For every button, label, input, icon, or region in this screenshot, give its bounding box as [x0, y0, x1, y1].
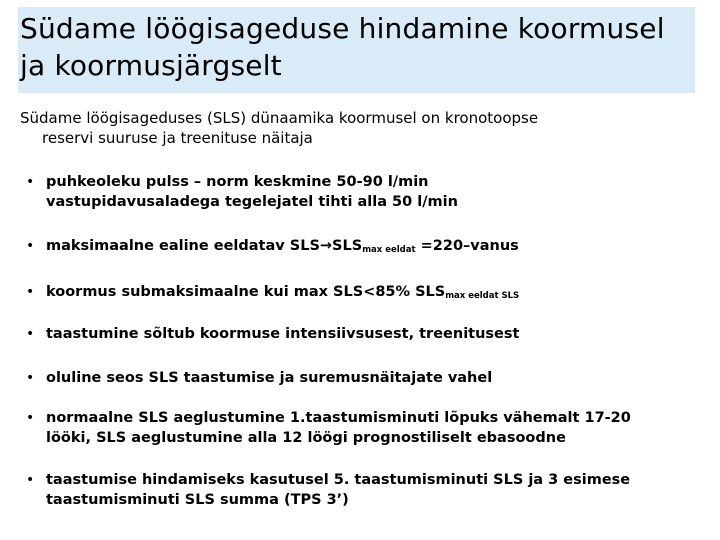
bullet-text-main: koormus submaksimaalne kui max SLS<85% SLS: [46, 284, 446, 300]
bullet-text: oluline seos SLS taastumise ja suremusnäitajate vahel: [46, 370, 493, 386]
bullet-text: taastumine sõltub koormuse intensiivsusest, treenitusest: [46, 326, 520, 342]
bullet-line-2: vastupidavusaladega tegelejatel tihti alla 50 l/min: [46, 194, 458, 210]
bullet-line-1: normaalne SLS aeglustumine 1.taastumisminuti lõpuks vähemalt 17-20: [46, 410, 631, 426]
bullet-text-tail: =220–vanus: [415, 238, 519, 254]
intro-line-1: Südame löögisageduses (SLS) dünaamika koormusel on kronotoopse: [20, 109, 539, 127]
title-box: [18, 7, 695, 93]
bullet-subscript: max eeldat: [362, 245, 416, 255]
bullet-subscript: max eeldat SLS: [445, 291, 520, 301]
bullet-line-2: taastumisminuti SLS summa (TPS 3’): [46, 492, 349, 508]
bullet-text: [46, 408, 631, 448]
title-line-1: Südame löögisageduse hindamine koormusel: [20, 12, 665, 45]
bullet-line-2: lööki, SLS aeglustumine alla 12 löögi prognostiliselt ebasoodne: [46, 430, 566, 446]
intro-paragraph: [20, 108, 700, 148]
bullet-line-1: puhkeoleku pulss – norm keskmine 50-90 l/min: [46, 174, 429, 190]
bullet-text: [46, 236, 519, 260]
bullet-icon: •: [26, 238, 35, 254]
bullet-icon: •: [26, 410, 35, 426]
bullet-line-1: taastumise hindamiseks kasutusel 5. taastumisminuti SLS ja 3 esimese: [46, 472, 631, 488]
bullet-text-main: maksimaalne ealine eeldatav SLS→SLS: [46, 238, 363, 254]
slide-title: [20, 10, 665, 84]
bullet-text: [46, 470, 630, 510]
bullet-icon: •: [26, 284, 35, 300]
bullet-icon: •: [26, 472, 35, 488]
bullet-text: [46, 172, 458, 212]
bullet-icon: •: [26, 174, 35, 190]
title-line-2: ja koormusjärgselt: [20, 49, 282, 82]
bullet-icon: •: [26, 326, 35, 342]
intro-line-2: reservi suuruse ja treenituse näitaja: [42, 129, 313, 147]
bullet-text: [46, 282, 519, 306]
bullet-icon: •: [26, 370, 35, 386]
